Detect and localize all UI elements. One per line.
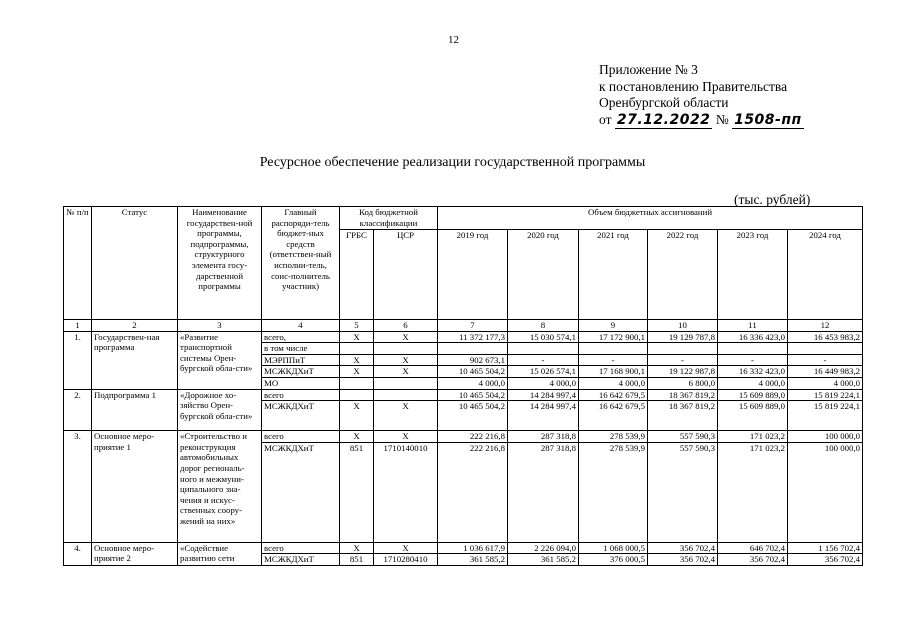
appendix-block [599, 62, 804, 129]
header-year: 2020 год [508, 230, 579, 320]
date-prefix: от [599, 111, 612, 127]
row-number: 4. [64, 542, 92, 565]
row-value: 4 000,0 [579, 377, 648, 389]
row-value: - [648, 354, 718, 366]
column-number: 1 [64, 320, 92, 332]
page-number: 12 [448, 34, 459, 46]
row-grbs: Х [340, 431, 374, 443]
row-value: 1 036 617,9 [438, 542, 508, 554]
row-value: 287 318,8 [508, 442, 579, 542]
row-value: 6 800,0 [648, 377, 718, 389]
row-value: 17 172 900,1 [579, 331, 648, 343]
row-value: 1 156 702,4 [788, 542, 863, 554]
row-grbs: Х [340, 542, 374, 554]
row-value: 356 702,4 [648, 554, 718, 566]
row-number: 1. [64, 331, 92, 389]
row-admin: всего [262, 542, 340, 554]
row-status: Основное меро-приятие 1 [92, 431, 178, 543]
row-grbs: Х [340, 366, 374, 378]
appendix-line-decree: к постановлению Правительства [599, 78, 788, 94]
header-volume: Объем бюджетных ассигнований [438, 207, 863, 230]
column-number: 7 [438, 320, 508, 332]
column-number: 10 [648, 320, 718, 332]
row-admin: МСЖКДХиТ [262, 554, 340, 566]
row-grbs: 851 [340, 442, 374, 542]
row-value: 11 372 177,3 [438, 331, 508, 343]
row-value: 376 000,5 [579, 554, 648, 566]
row-value: 16 642 679,5 [579, 401, 648, 431]
row-value: 557 590,3 [648, 442, 718, 542]
appendix-title: Приложение № 3 [599, 62, 698, 77]
row-value: 4 000,0 [438, 377, 508, 389]
header-year: 2021 год [579, 230, 648, 320]
row-value: 356 702,4 [648, 542, 718, 554]
row-admin: всего [262, 389, 340, 401]
header-code: Код бюджетной классификации [340, 207, 438, 230]
row-name: «Дорожное хо-зяйство Орен-бургской обла-сти» [178, 389, 262, 431]
row-admin: в том числе [262, 343, 340, 355]
header-year: 2024 год [788, 230, 863, 320]
row-value: 15 819 224,1 [788, 389, 863, 401]
header-name: Наименование государствен-ной программы, подпрограммы, структурного элемента госу-дарственной программы [178, 207, 262, 320]
column-number: 2 [92, 320, 178, 332]
row-csr: Х [374, 354, 438, 366]
row-value: 278 539,9 [579, 442, 648, 542]
row-value: 15 819 224,1 [788, 401, 863, 431]
row-value: 14 284 997,4 [508, 389, 579, 401]
table-row [64, 431, 863, 443]
appendix-date-line [599, 112, 804, 130]
column-number: 8 [508, 320, 579, 332]
row-value [438, 343, 508, 355]
row-value: - [788, 354, 863, 366]
column-number: 11 [718, 320, 788, 332]
row-csr: 1710280410 [374, 554, 438, 566]
header-status: Статус [92, 207, 178, 320]
row-value: 222 216,8 [438, 431, 508, 443]
row-status: Подпрограмма 1 [92, 389, 178, 431]
header-grbs: ГРБС [340, 230, 374, 320]
row-csr [374, 377, 438, 389]
row-csr: Х [374, 366, 438, 378]
table-row [64, 331, 863, 343]
row-csr [374, 343, 438, 355]
row-value: 4 000,0 [508, 377, 579, 389]
row-grbs [340, 377, 374, 389]
row-csr: Х [374, 431, 438, 443]
table-row [64, 542, 863, 554]
row-value: 16 449 983,2 [788, 366, 863, 378]
row-value: 171 023,2 [718, 431, 788, 443]
row-value: 16 453 983,2 [788, 331, 863, 343]
row-value: 16 336 423,0 [718, 331, 788, 343]
row-csr: Х [374, 401, 438, 431]
row-value: 15 026 574,1 [508, 366, 579, 378]
row-name: «Строительство и реконструкция автомобильных дорог региональ-ного и межмуни-ципального зна-чения и искус-ственных соору-жений на них» [178, 431, 262, 543]
row-grbs [340, 389, 374, 401]
row-value: - [718, 354, 788, 366]
row-value [718, 343, 788, 355]
row-value: 1 068 000,5 [579, 542, 648, 554]
column-number: 5 [340, 320, 374, 332]
row-grbs: Х [340, 331, 374, 343]
row-value: 4 000,0 [788, 377, 863, 389]
row-value: 646 702,4 [718, 542, 788, 554]
row-admin: всего, [262, 331, 340, 343]
row-value: 4 000,0 [718, 377, 788, 389]
row-value: 16 332 423,0 [718, 366, 788, 378]
column-numbers-row [64, 320, 863, 332]
row-value [579, 343, 648, 355]
row-value: 356 702,4 [718, 554, 788, 566]
header-csr: ЦСР [374, 230, 438, 320]
row-value: 15 030 574,1 [508, 331, 579, 343]
row-name: «Развитие транспортной системы Орен-бургской обла-сти» [178, 331, 262, 389]
row-number: 2. [64, 389, 92, 431]
row-value: 171 023,2 [718, 442, 788, 542]
header-year: 2023 год [718, 230, 788, 320]
row-value: 287 318,8 [508, 431, 579, 443]
row-grbs: Х [340, 354, 374, 366]
row-value: - [508, 354, 579, 366]
column-number: 12 [788, 320, 863, 332]
row-grbs: Х [340, 401, 374, 431]
row-admin: МЭРППиТ [262, 354, 340, 366]
row-value [648, 343, 718, 355]
row-value: 18 367 819,2 [648, 401, 718, 431]
header-admin: Главный распоряди-тель бюджет-ных средств (ответствен-ный исполни-тель, соис-полнитель участник) [262, 207, 340, 320]
row-value: 10 465 504,2 [438, 366, 508, 378]
document-title: Ресурсное обеспечение реализации государственной программы [259, 155, 646, 170]
row-value [788, 343, 863, 355]
row-value: 902 673,1 [438, 354, 508, 366]
column-number: 6 [374, 320, 438, 332]
row-value [508, 343, 579, 355]
header-year: 2022 год [648, 230, 718, 320]
row-value: - [579, 354, 648, 366]
row-number: 3. [64, 431, 92, 543]
row-value: 15 609 889,0 [718, 389, 788, 401]
column-number: 9 [579, 320, 648, 332]
row-admin: МСЖКДХиТ [262, 366, 340, 378]
row-status: Основное меро-приятие 2 [92, 542, 178, 565]
units-label: (тыс. рублей) [734, 192, 811, 207]
row-value: 222 216,8 [438, 442, 508, 542]
row-grbs: 851 [340, 554, 374, 566]
row-admin: МО [262, 377, 340, 389]
appendix-line-region: Оренбургской области [599, 95, 729, 110]
row-value: 10 465 504,2 [438, 389, 508, 401]
row-value: 2 226 094,0 [508, 542, 579, 554]
column-number: 4 [262, 320, 340, 332]
row-value: 19 129 787,8 [648, 331, 718, 343]
row-value: 16 642 679,5 [579, 389, 648, 401]
row-value: 557 590,3 [648, 431, 718, 443]
handwritten-number: 1508-пп [734, 111, 802, 128]
row-csr [374, 389, 438, 401]
row-csr: 1710140010 [374, 442, 438, 542]
row-value: 19 122 987,8 [648, 366, 718, 378]
row-value: 361 585,2 [438, 554, 508, 566]
row-admin: МСЖКДХиТ [262, 401, 340, 431]
row-value: 100 000,0 [788, 431, 863, 443]
row-csr: Х [374, 542, 438, 554]
resource-table [63, 206, 863, 566]
row-value: 356 702,4 [788, 554, 863, 566]
header-year: 2019 год [438, 230, 508, 320]
row-grbs [340, 343, 374, 355]
number-prefix: № [715, 111, 729, 127]
row-value: 10 465 504,2 [438, 401, 508, 431]
row-value: 18 367 819,2 [648, 389, 718, 401]
header-num: № п/п [64, 207, 92, 320]
row-value: 14 284 997,4 [508, 401, 579, 431]
row-value: 361 585,2 [508, 554, 579, 566]
row-value: 100 000,0 [788, 442, 863, 542]
row-csr: Х [374, 331, 438, 343]
table-row [64, 389, 863, 401]
handwritten-date: 27.12.2022 [616, 111, 711, 128]
row-admin: всего [262, 431, 340, 443]
row-name: «Содействие развитию сети [178, 542, 262, 565]
row-status: Государствен-ная программа [92, 331, 178, 389]
column-number: 3 [178, 320, 262, 332]
row-value: 278 539,9 [579, 431, 648, 443]
row-admin: МСЖКДХиТ [262, 442, 340, 542]
row-value: 17 168 900,1 [579, 366, 648, 378]
row-value: 15 609 889,0 [718, 401, 788, 431]
